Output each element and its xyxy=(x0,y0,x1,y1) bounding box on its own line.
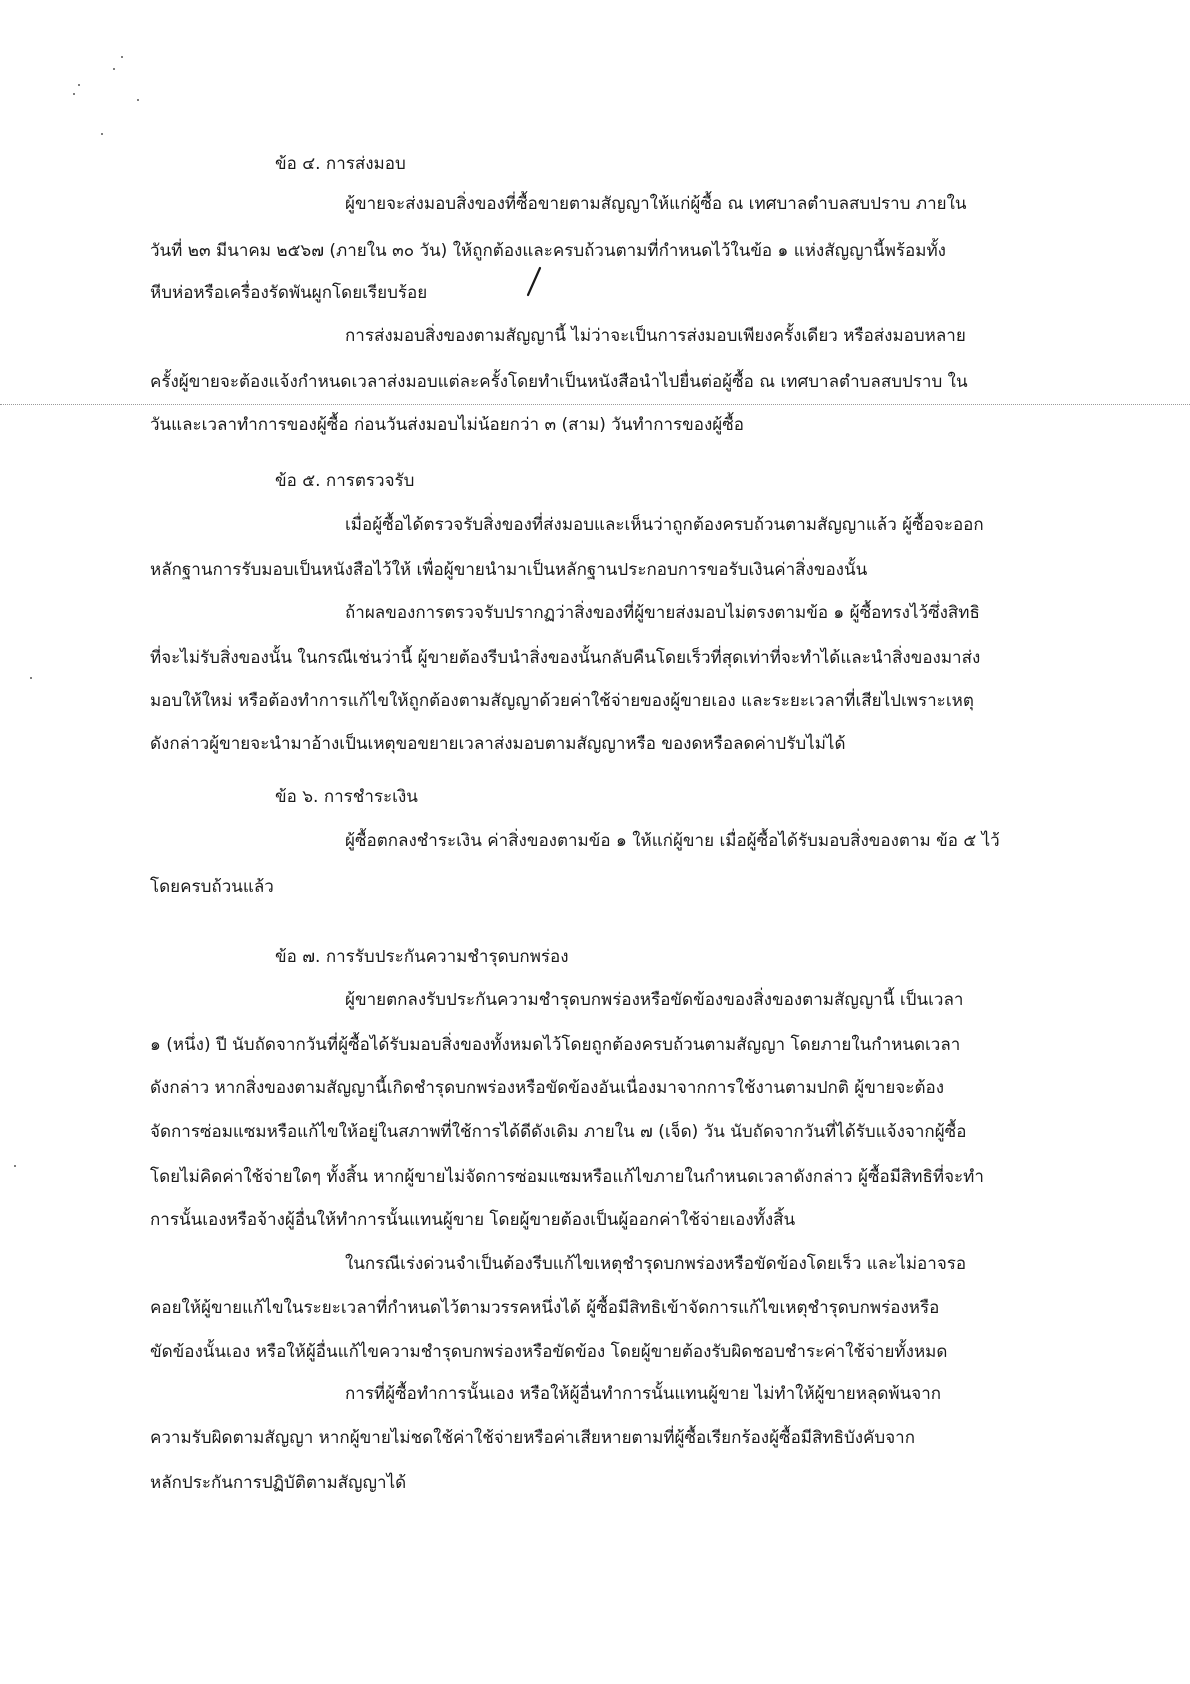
clause-4-line-4: การส่งมอบสิ่งของตามสัญญานี้ ไม่ว่าจะเป็นการส่งมอบเพียงครั้งเดียว หรือส่งมอบหลาย xyxy=(345,326,966,346)
clause-4-line-3: หีบห่อหรือเครื่องรัดพันผูกโดยเรียบร้อย xyxy=(150,283,428,303)
clause-4-line-6: วันและเวลาทำการของผู้ซื้อ ก่อนวันส่งมอบไม่น้อยกว่า ๓ (สาม) วันทำการของผู้ซื้อ xyxy=(150,415,745,435)
clause-6-heading: ข้อ ๖. การชำระเงิน xyxy=(275,787,418,807)
clause-5-line-1: เมื่อผู้ซื้อได้ตรวจรับสิ่งของที่ส่งมอบและเห็นว่าถูกต้องครบถ้วนตามสัญญาแล้ว ผู้ซื้อจะออก xyxy=(345,515,984,535)
clause-7-heading: ข้อ ๗. การรับประกันความชำรุดบกพร่อง xyxy=(275,947,569,967)
clause-7-line-3: ดังกล่าว หากสิ่งของตามสัญญานี้เกิดชำรุดบกพร่องหรือขัดข้องอันเนื่องมาจากการใช้งานตามปกติ ผู้ขายจะต้อง xyxy=(150,1078,945,1098)
clause-7-line-2: ๑ (หนึ่ง) ปี นับถัดจากวันที่ผู้ซื้อได้รับมอบสิ่งของทั้งหมดไว้โดยถูกต้องครบถ้วนตามสัญญา โดยภายในกำหนดเวลา xyxy=(150,1035,961,1055)
clause-7-line-12: หลักประกันการปฏิบัติตามสัญญาได้ xyxy=(150,1473,407,1493)
clause-4-line-5: ครั้งผู้ขายจะต้องแจ้งกำหนดเวลาส่งมอบแต่ละครั้งโดยทำเป็นหนังสือนำไปยื่นต่อผู้ซื้อ ณ เทศบาลตำบลสบปราบ ใน xyxy=(150,372,968,392)
clause-4-line-2: วันที่ ๒๓ มีนาคม ๒๕๖๗ (ภายใน ๓๐ วัน) ให้ถูกต้องและครบถ้วนตามที่กำหนดไว้ในข้อ ๑ แห่งสัญญานี้พร้อมทั้ง xyxy=(150,241,946,261)
clause-7-line-7: ในกรณีเร่งด่วนจำเป็นต้องรีบแก้ไขเหตุชำรุดบกพร่องหรือขัดข้องโดยเร็ว และไม่อาจรอ xyxy=(345,1254,967,1274)
clause-5-line-5: มอบให้ใหม่ หรือต้องทำการแก้ไขให้ถูกต้องตามสัญญาด้วยค่าใช้จ่ายของผู้ขายเอง และระยะเวลาที่เสียไปเพราะเหตุ xyxy=(150,691,974,711)
clause-5-line-2: หลักฐานการรับมอบเป็นหนังสือไว้ให้ เพื่อผู้ขายนำมาเป็นหลักฐานประกอบการขอรับเงินค่าสิ่งของนั้น xyxy=(150,560,868,580)
clause-7-line-9: ขัดข้องนั้นเอง หรือให้ผู้อื่นแก้ไขความชำรุดบกพร่องหรือขัดข้อง โดยผู้ขายต้องรับผิดชอบชำระค่าใช้จ่ายทั้งหมด xyxy=(150,1342,948,1362)
clause-4-line-1: ผู้ขายจะส่งมอบสิ่งของที่ซื้อขายตามสัญญาให้แก่ผู้ซื้อ ณ เทศบาลตำบลสบปราบ ภายใน xyxy=(345,194,967,214)
clause-5-line-6: ดังกล่าวผู้ขายจะนำมาอ้างเป็นเหตุขอขยายเวลาส่งมอบตามสัญญาหรือ ของดหรือลดค่าปรับไม่ได้ xyxy=(150,734,846,754)
clause-6-line-2: โดยครบถ้วนแล้ว xyxy=(150,877,274,897)
clause-5-heading: ข้อ ๕. การตรวจรับ xyxy=(275,471,415,491)
clause-4-heading: ข้อ ๔. การส่งมอบ xyxy=(275,154,406,174)
clause-7-line-1: ผู้ขายตกลงรับประกันความชำรุดบกพร่องหรือขัดข้องของสิ่งของตามสัญญานี้ เป็นเวลา xyxy=(345,990,964,1010)
clause-7-line-6: การนั้นเองหรือจ้างผู้อื่นให้ทำการนั้นแทนผู้ขาย โดยผู้ขายต้องเป็นผู้ออกค่าใช้จ่ายเองทั้งสิ้น xyxy=(150,1210,796,1230)
clause-6-line-1: ผู้ซื้อตกลงชำระเงิน ค่าสิ่งของตามข้อ ๑ ให้แก่ผู้ขาย เมื่อผู้ซื้อได้รับมอบสิ่งของตาม ข้อ ๕ ไว้ xyxy=(345,831,1000,851)
clause-7-line-10: การที่ผู้ซื้อทำการนั้นเอง หรือให้ผู้อื่นทำการนั้นแทนผู้ขาย ไม่ทำให้ผู้ขายหลุดพ้นจาก xyxy=(345,1384,942,1404)
clause-7-line-11: ความรับผิดตามสัญญา หากผู้ขายไม่ชดใช้ค่าใช้จ่ายหรือค่าเสียหายตามที่ผู้ซื้อเรียกร้องผู้ซื้อมีสิทธิบังคับจาก xyxy=(150,1428,916,1448)
clause-7-line-5: โดยไม่คิดค่าใช้จ่ายใดๆ ทั้งสิ้น หากผู้ขายไม่จัดการซ่อมแซมหรือแก้ไขภายในกำหนดเวลาดังกล่าว ผู้ซื้อมีสิทธิที่จะทำ xyxy=(150,1167,984,1187)
clause-5-line-3: ถ้าผลของการตรวจรับปรากฏว่าสิ่งของที่ผู้ขายส่งมอบไม่ตรงตามข้อ ๑ ผู้ซื้อทรงไว้ซึ่งสิทธิ xyxy=(345,603,980,623)
clause-7-line-8: คอยให้ผู้ขายแก้ไขในระยะเวลาที่กำหนดไว้ตามวรรคหนึ่งได้ ผู้ซื้อมีสิทธิเข้าจัดการแก้ไขเหตุชำรุดบกพร่องหรือ xyxy=(150,1298,940,1318)
clause-5-line-4: ที่จะไม่รับสิ่งของนั้น ในกรณีเช่นว่านี้ ผู้ขายต้องรีบนำสิ่งของนั้นกลับคืนโดยเร็วที่สุดเท่าที่จะทำได้และนำสิ่งของมาส่ง xyxy=(150,648,981,668)
clause-7-line-4: จัดการซ่อมแซมหรือแก้ไขให้อยู่ในสภาพที่ใช้การได้ดีดังเดิม ภายใน ๗ (เจ็ด) วัน นับถัดจากวันที่ได้รับแจ้งจากผู้ซื้อ xyxy=(150,1122,967,1142)
